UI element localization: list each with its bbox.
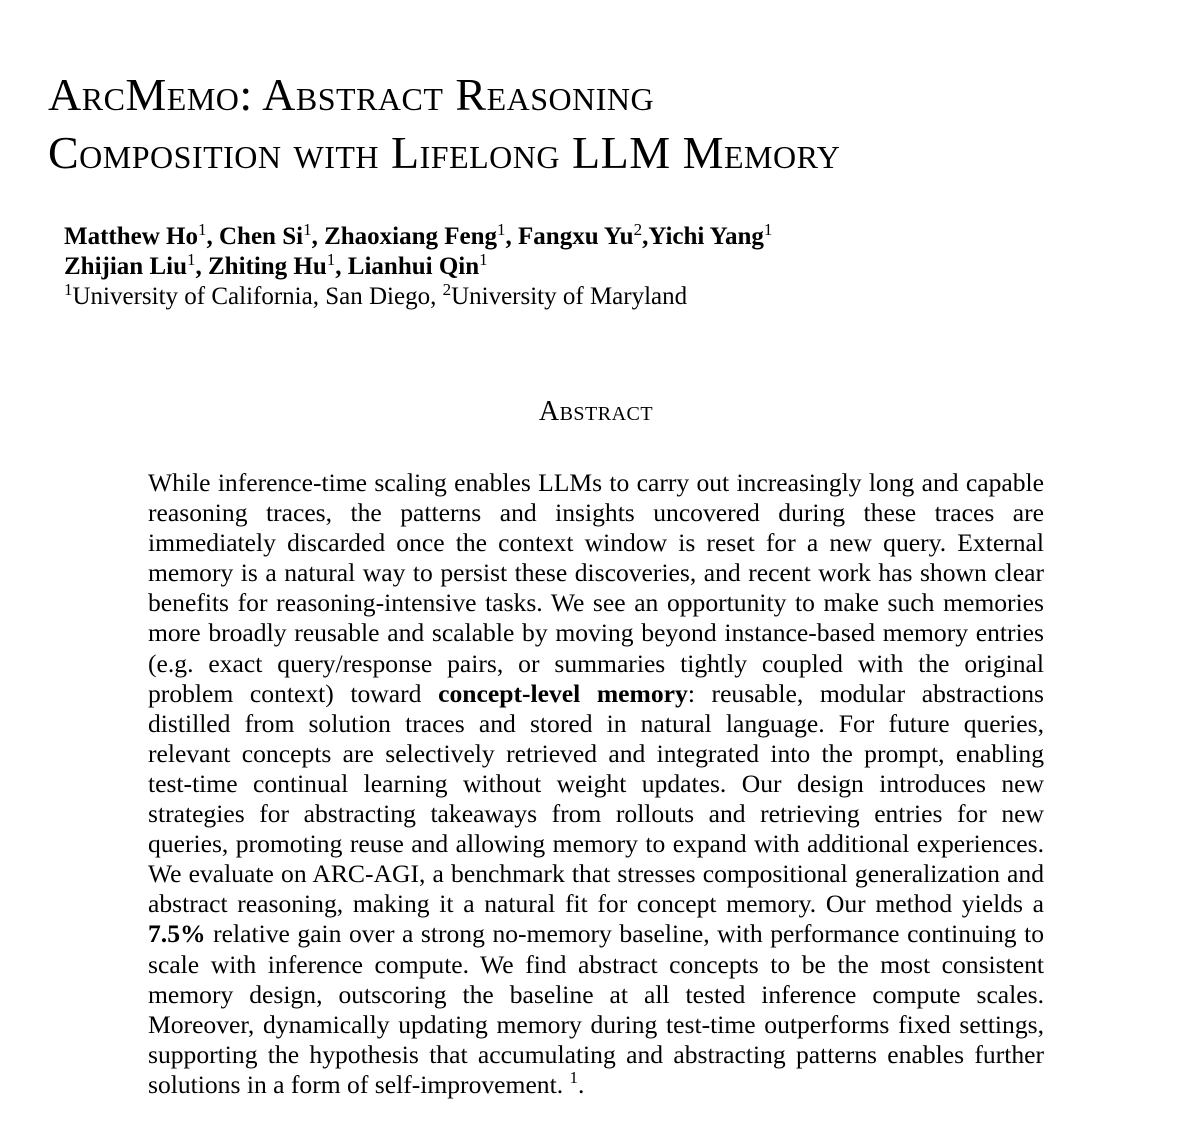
author-name: Yichi Yang bbox=[648, 223, 764, 250]
affiliation-mark: 2 bbox=[633, 220, 643, 239]
author-separator: , bbox=[195, 253, 208, 280]
author-name: Fangxu Yu bbox=[518, 223, 634, 250]
author-separator: , bbox=[206, 223, 219, 250]
affiliation-name: University of California, San Diego bbox=[72, 283, 431, 310]
abstract-text: While inference-time scaling enables LLMs to carry out increasingly long and capable reasoning traces, the patterns and insights uncovered during these traces are immediately discarded once the context window is reset for a new query. External memory is a natural way to persist these discoveries, and recent work has shown clear benefits for reasoning-intensive tasks. We see an opportunity to make such memories more broadly reusable and scalable by moving beyond instance-based memory entries (e.g. exact query/response pairs, or summaries tightly coupled with the original problem context) toward bbox=[148, 468, 1044, 708]
author-name: Zhijian Liu bbox=[64, 253, 187, 280]
affiliation-separator: , bbox=[430, 283, 443, 310]
author-separator: , bbox=[335, 253, 348, 280]
affiliation-number: 1 bbox=[64, 280, 73, 299]
abstract-emphasis: concept-level memory bbox=[438, 678, 688, 708]
affiliation-mark: 1 bbox=[326, 250, 336, 269]
abstract-text: : reusable, modular abstractions distilled from solution traces and stored in natural language. For future queries, relevant concepts are selectively retrieved and integrated into the prompt, enabling test-time continual learning without weight updates. Our design introduces new strategies for abstracting takeaways from rollouts and retrieving entries for new queries, promoting reuse and allowing memory to expand with additional experiences. We evaluate on ARC-AGI, a benchmark that stresses compositional generalization and abstract reasoning, making it a natural fit for concept memory. Our method yields a bbox=[148, 678, 1044, 919]
affiliation-mark: 1 bbox=[186, 250, 196, 269]
author-block bbox=[64, 222, 1144, 312]
affiliation-mark: 1 bbox=[198, 220, 207, 239]
affiliation-number: 2 bbox=[442, 280, 452, 299]
author-name: Matthew Ho bbox=[64, 223, 198, 250]
author-name: Lianhui Qin bbox=[347, 253, 480, 280]
title-line-1: ArcMemo: Abstract Reasoning bbox=[48, 69, 655, 120]
footnote-mark[interactable]: 1 bbox=[569, 1067, 579, 1087]
author-line-2 bbox=[64, 252, 1144, 282]
author-separator: , bbox=[642, 223, 649, 250]
paper-title bbox=[48, 66, 1148, 182]
abstract-body bbox=[148, 468, 1044, 1100]
abstract-text: relative gain over a strong no-memory baseline, with performance continuing to scale with inference compute. We find abstract concepts to be the most consistent memory design, outscoring the baseline at all tested inference compute scales. Moreover, dynamically updating memory during test-time outperforms fixed settings, supporting the hypothesis that accumulating and abstracting patterns enables further solutions in a form of self-improvement. bbox=[148, 919, 1044, 1099]
author-separator: , bbox=[505, 223, 519, 250]
author-separator: , bbox=[311, 223, 325, 250]
abstract-text: . bbox=[578, 1069, 585, 1099]
abstract-emphasis: 7.5% bbox=[148, 919, 206, 949]
author-name: Zhaoxiang Feng bbox=[324, 223, 498, 250]
title-line-2: Composition with Lifelong LLM Memory bbox=[48, 127, 841, 178]
affiliation-mark: 1 bbox=[479, 250, 488, 269]
affiliation-name: University of Maryland bbox=[451, 283, 688, 310]
abstract-heading: Abstract bbox=[538, 396, 654, 427]
author-name: Chen Si bbox=[219, 223, 304, 250]
affiliation-mark: 1 bbox=[763, 220, 773, 239]
author-line-1 bbox=[64, 222, 1144, 252]
author-name: Zhiting Hu bbox=[207, 253, 327, 280]
affiliation-line bbox=[64, 282, 1144, 312]
affiliation-mark: 1 bbox=[497, 220, 506, 239]
affiliation-mark: 1 bbox=[303, 220, 312, 239]
